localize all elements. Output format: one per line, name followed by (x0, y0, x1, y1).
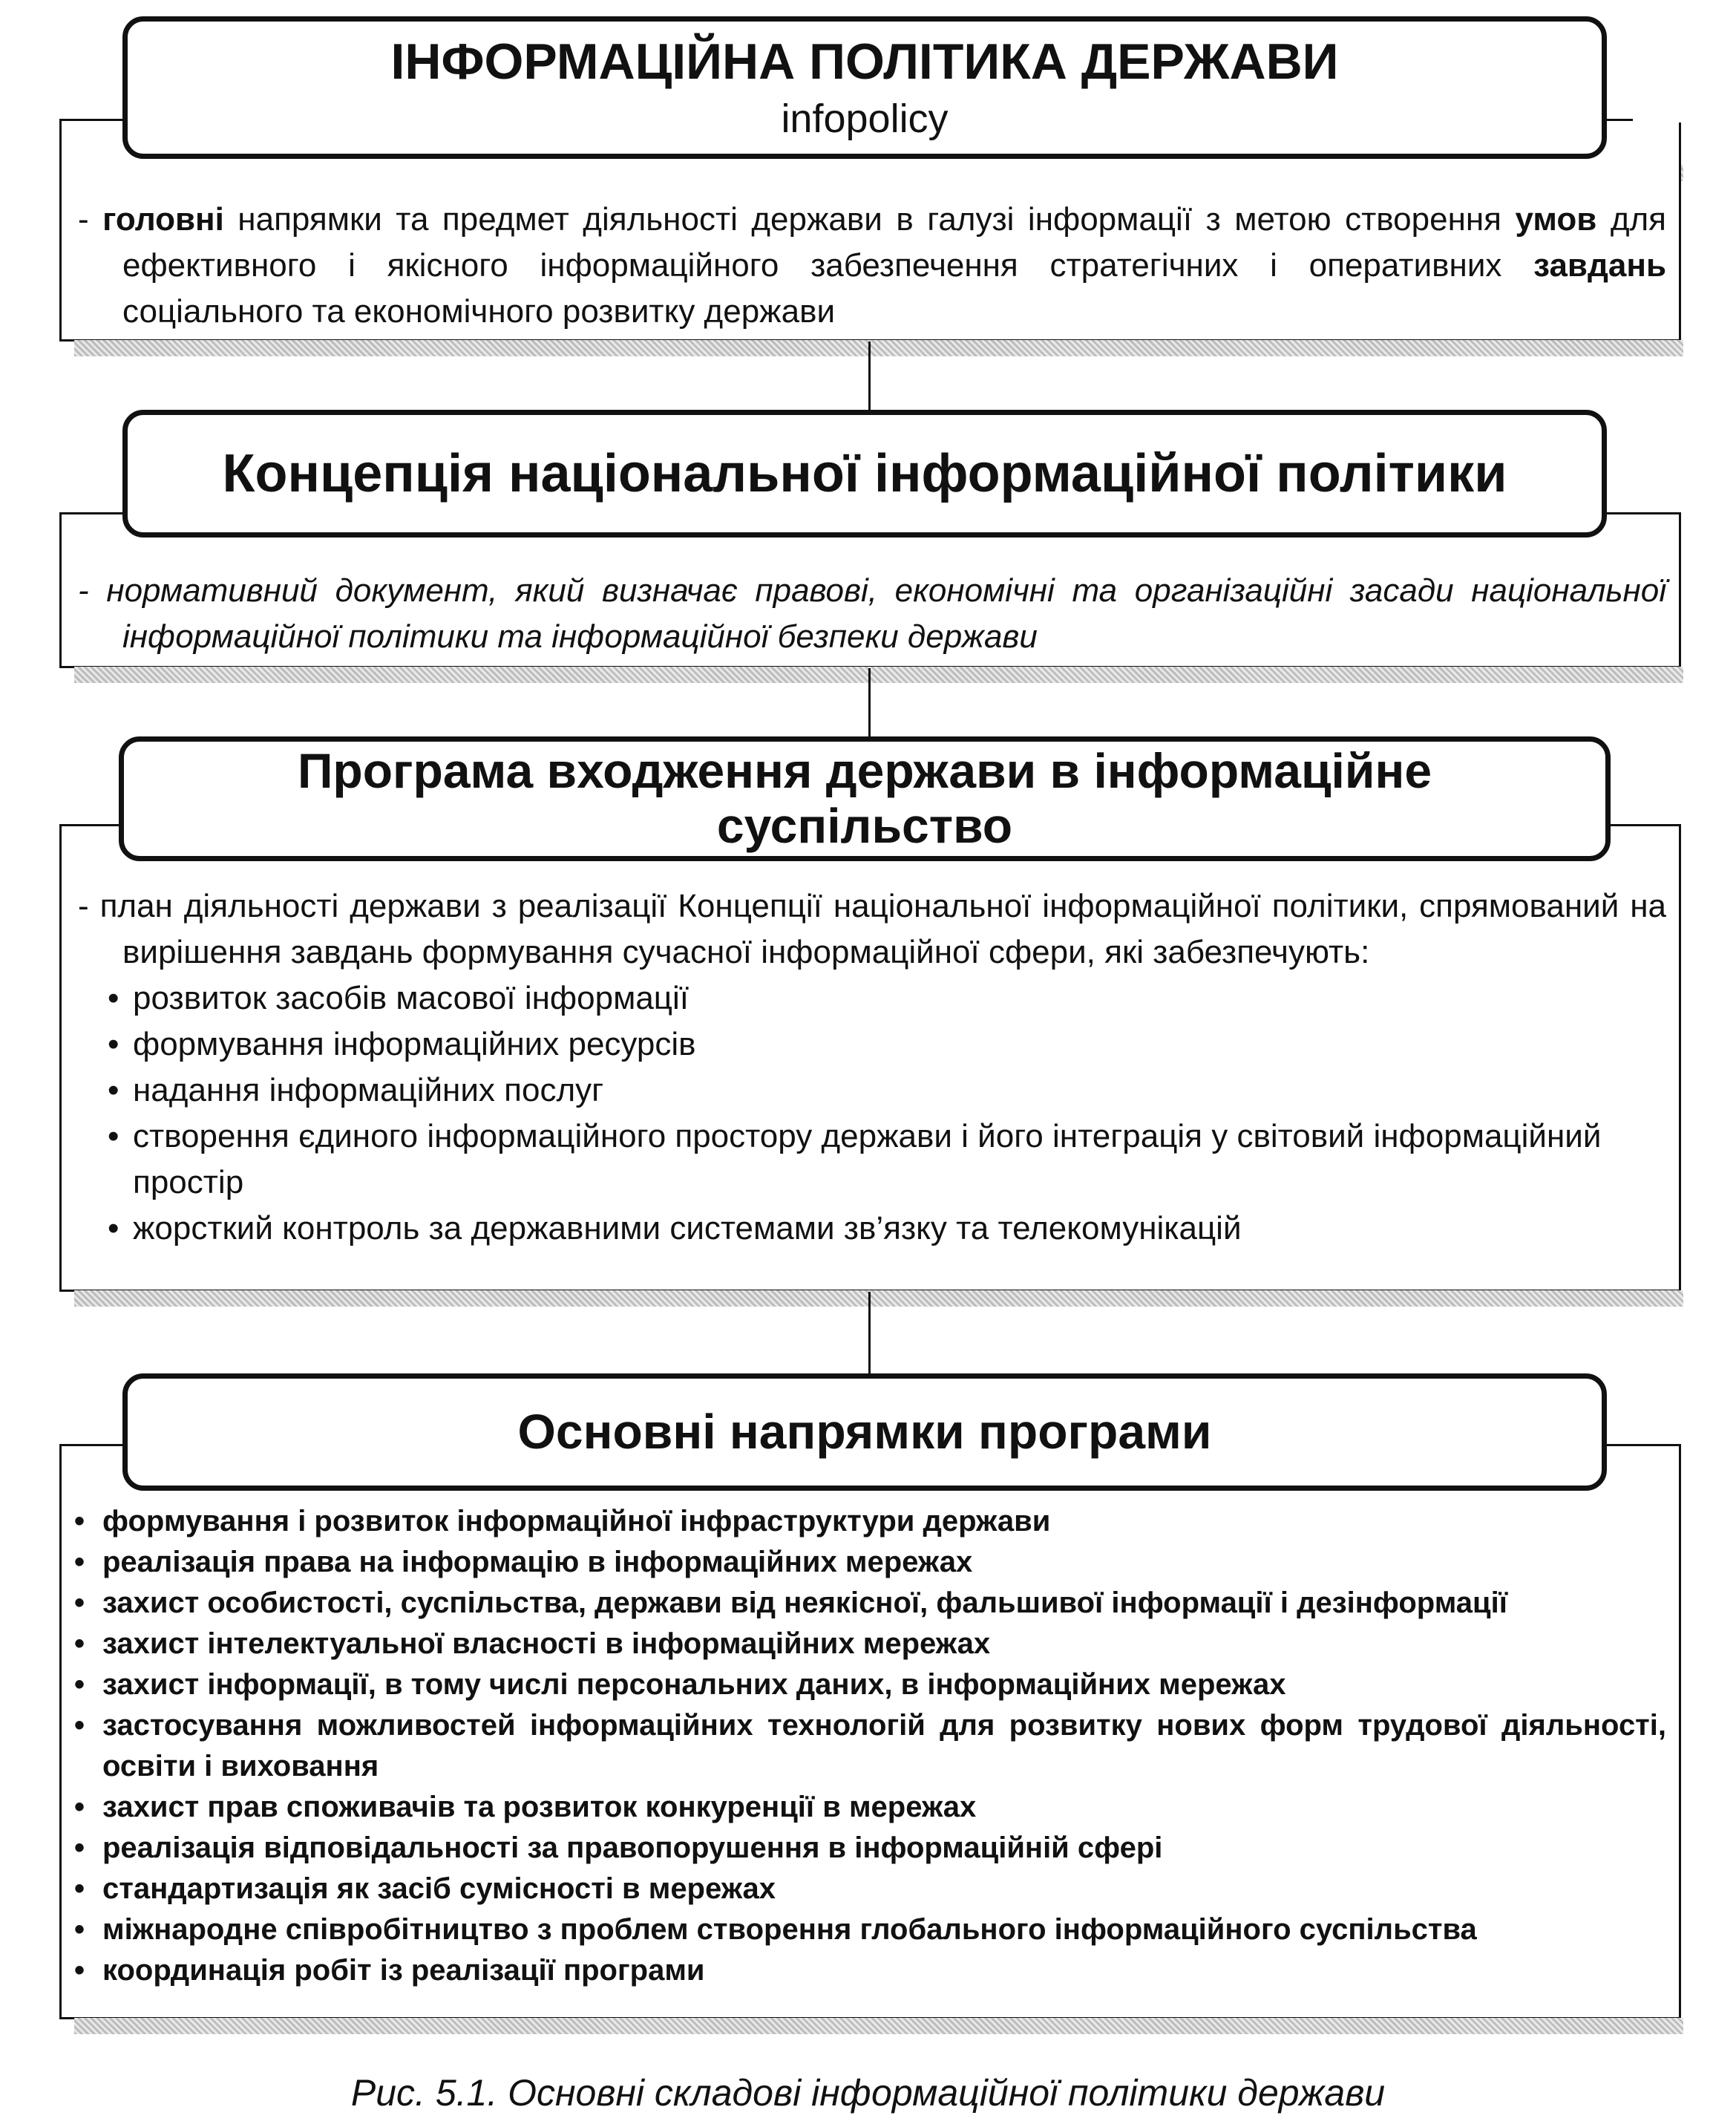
section-title: ІНФОРМАЦІЙНА ПОЛІТИКА ДЕРЖАВИ (390, 33, 1339, 90)
section-title: Основні напрямки програми (517, 1404, 1212, 1460)
list-item: • захист інтелектуальної власності в інформаційних мережах (74, 1624, 1666, 1664)
title-box (122, 16, 1607, 159)
text-fragment: для ефективного і якісного інформаційного забезпечення стратегічних і оперативних (122, 201, 1666, 284)
figure-caption: Рис. 5.1. Основні складові інформаційної політики держави (350, 2072, 1386, 2114)
text-fragment: напрямки та предмет діяльності держави в галузі інформації з метою створення (223, 201, 1516, 238)
section-title: Концепція національної інформаційної політики (222, 443, 1507, 503)
list-item: • захист особистості, суспільства, держави від неякісної, фальшивої інформації і дезінформації (74, 1583, 1666, 1624)
connector-line (868, 668, 871, 736)
list-item: • захист інформації, в тому числі персональних даних, в інформаційних мережах (74, 1664, 1666, 1705)
frame-shadow (74, 667, 1683, 683)
title-box (119, 736, 1611, 861)
title-box (122, 1373, 1607, 1491)
dash-marker: - (78, 572, 89, 609)
description-text: план діяльності держави з реалізації Концепції національної інформаційної політики, спрямований на вирішення завдань формування сучасної інформаційної сфери, які забезпечують: (99, 888, 1666, 970)
list-item: • формування інформаційних ресурсів (108, 1022, 1666, 1068)
section-title: Програма входження держави в інформаційне суспільство (297, 743, 1432, 853)
bold-term: умов (1515, 201, 1597, 238)
description-paragraph (78, 197, 1666, 335)
title-box (122, 410, 1607, 537)
description-paragraph (78, 883, 1666, 976)
dash-marker: - (78, 888, 89, 924)
bullet-list (74, 1501, 1666, 1991)
list-item: • координація робіт із реалізації програми (74, 1950, 1666, 1991)
list-item: • розвиток засобів масової інформації (108, 976, 1666, 1022)
section-description (78, 197, 1666, 335)
connector-stub-right (1633, 117, 1683, 122)
frame-shadow (74, 1290, 1683, 1307)
bold-term: головні (102, 201, 224, 238)
frame-shadow (74, 340, 1683, 356)
section-description (78, 883, 1666, 1252)
bullet-list (78, 976, 1666, 1252)
connector-line (868, 342, 871, 410)
list-item: • застосування можливостей інформаційних технологій для розвитку нових форм трудової діяльності, освіти і виховання (74, 1705, 1666, 1787)
section-description (74, 1501, 1666, 1991)
list-item: • захист прав споживачів та розвиток конкуренції в мережах (74, 1787, 1666, 1828)
list-item: • реалізація права на інформацію в інформаційних мережах (74, 1542, 1666, 1583)
list-item: • жорсткий контроль за державними системами зв’язку та телекомунікацій (108, 1206, 1666, 1252)
list-item: • створення єдиного інформаційного простору держави і його інтеграція у світовий інформаційний простір (108, 1114, 1666, 1206)
dash-marker: - (78, 201, 89, 238)
frame-shadow (74, 2018, 1683, 2034)
text-fragment: соціального та економічного розвитку держави (122, 293, 836, 330)
list-item: • міжнародне співробітництво з проблем створення глобального інформаційного суспільства (74, 1909, 1666, 1950)
bold-term: завдань (1533, 247, 1666, 284)
list-item: • формування і розвиток інформаційної інфраструктури держави (74, 1501, 1666, 1542)
list-item: • надання інформаційних послуг (108, 1068, 1666, 1114)
list-item: • реалізація відповідальності за правопорушення в інформаційній сфері (74, 1828, 1666, 1869)
description-paragraph (78, 568, 1666, 660)
connector-line (868, 1292, 871, 1373)
section-subtitle: infopolicy (781, 97, 949, 142)
section-description (78, 568, 1666, 660)
description-text: нормативний документ, який визначає правові, економічні та організаційні засади національної інформаційної політики та інформаційної безпеки держави (106, 572, 1666, 655)
list-item: • стандартизація як засіб сумісності в мережах (74, 1869, 1666, 1909)
